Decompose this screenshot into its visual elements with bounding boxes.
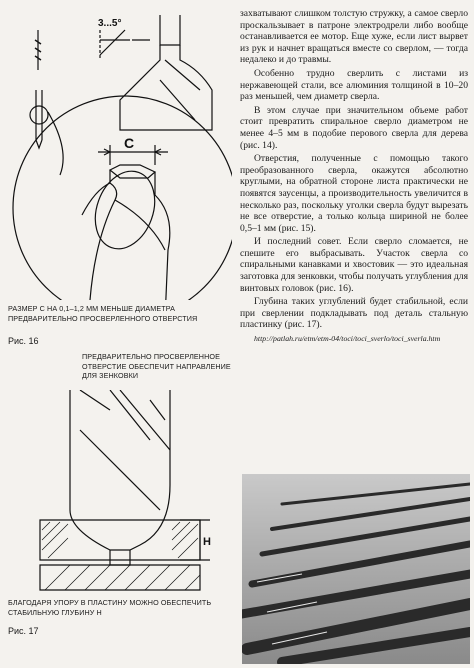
angle-label: 3...5° bbox=[98, 18, 122, 29]
figure-17-number: Рис. 17 bbox=[8, 626, 39, 636]
article-body bbox=[240, 8, 468, 346]
drills-photo bbox=[242, 474, 470, 664]
paragraph: захватывают слишком толстую стружку, а самое сверло проскальзывает в патроне электродрели либо вообще останавливается ее мотор. Еще хуже, если лист вырвет из рук и начнет вращаться вместе со сверлом, — тогда недалеко и до травмы. bbox=[240, 8, 468, 66]
figure-17-caption: БЛАГОДАРЯ УПОРУ В ПЛАСТИНУ МОЖНО ОБЕСПЕЧИТЬ СТАБИЛЬНУЮ ГЛУБИНУ Н bbox=[8, 598, 212, 617]
figure-16-caption: РАЗМЕР С НА 0,1–1,2 ММ МЕНЬШЕ ДИАМЕТРА ПРЕДВАРИТЕЛЬНО ПРОСВЕРЛЕННОГО ОТВЕРСТИЯ bbox=[8, 304, 198, 323]
figure-17-note: ПРЕДВАРИТЕЛЬНО ПРОСВЕРЛЕННОЕ ОТВЕРСТИЕ ОБЕСПЕЧИТ НАПРАВЛЕНИЕ ДЛЯ ЗЕНКОВКИ bbox=[82, 352, 231, 380]
figure-17-drawing bbox=[0, 390, 232, 610]
paragraph: В этом случае при значительном объеме работ стоит превратить спиральное сверло диаметром не менее 4–5 мм в подобие перового сверла для дерева (рис. 14). bbox=[240, 104, 468, 151]
source-link[interactable]: http://patlah.ru/etm/etm-04/toci/toci_sverlo/toci_sverla.htm bbox=[254, 334, 441, 344]
paragraph: Особенно трудно сверлить с листами из нержавеющей стали, все алюминия толщиной в 10–20 раз меньшей, чем диаметр сверла. bbox=[240, 67, 468, 103]
h-label: H bbox=[203, 536, 211, 548]
paragraph: И последний совет. Если сверло сломается, не спешите его выбрасывать. Участок сверла со спиральными канавками и хвостовик — это идеальная заготовка для зенковки, чтобы получать углубления для винтовых головок (рис. 16). bbox=[240, 236, 468, 294]
paragraph: Отверстия, полученные с помощью такого преобразованного сверла, окажутся абсолютно круглыми, на обратной стороне листа практически не появятся заусенцы, а производительность увеличится в несколько раз, поскольку уголки сверла будут вырезать не все отверстие, а только кольца шириной не более 0,5–1 мм (рис. 15). bbox=[240, 153, 468, 234]
paragraph: Глубина таких углублений будет стабильной, если при сверлении подкладывать под деталь стальную пластинку (рис. 17). bbox=[240, 296, 468, 331]
figure-16-number: Рис. 16 bbox=[8, 336, 39, 346]
figure-16-drawing bbox=[0, 0, 232, 300]
c-label: C bbox=[124, 135, 135, 151]
